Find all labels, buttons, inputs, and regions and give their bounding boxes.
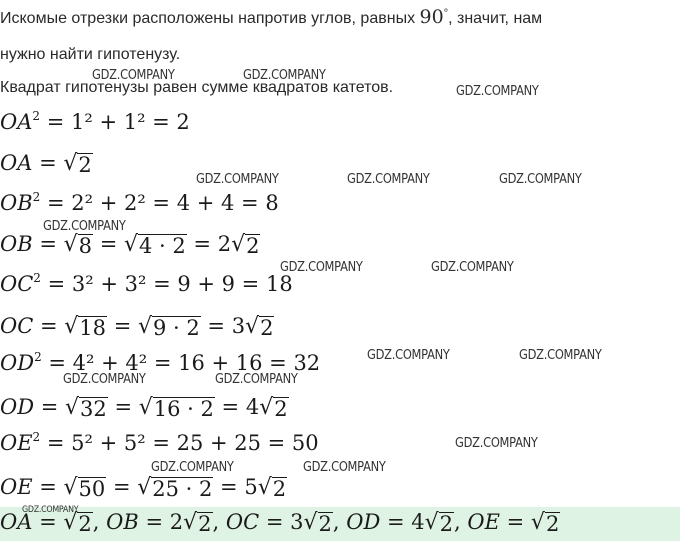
equation-oe-squared: $OE^2 = 5^2 + 5^2 = 25 + 25 = 50$	[0, 430, 319, 455]
intro-line-2: нужно найти гипотенузу.	[0, 46, 181, 63]
answer-oa: OA	[0, 510, 33, 534]
sqrt: √ 2	[183, 510, 212, 536]
intro-line-1	[0, 6, 542, 28]
radicand: 50	[78, 477, 106, 501]
radicand: 2	[78, 512, 92, 536]
rhs: 4² + 4² = 16 + 16 = 32	[72, 351, 321, 375]
lhs: OE	[0, 431, 33, 455]
sqrt: √ 2	[63, 510, 92, 536]
degree-value: 90	[419, 6, 444, 28]
lhs: OE	[0, 475, 33, 499]
radicand: 2	[260, 316, 274, 340]
radicand: 8	[78, 234, 93, 258]
watermark: GDZ.COMPANY	[215, 372, 298, 387]
radicand: 2	[318, 512, 332, 536]
answer-oe: OE	[467, 510, 500, 534]
exponent: 2	[32, 430, 41, 444]
watermark: GDZ.COMPANY	[519, 348, 602, 363]
equation-oc-squared: $OC^2 = 3^2 + 3^2 = 9 + 9 = 18$	[0, 271, 293, 296]
answer-od: OD	[346, 510, 381, 534]
coefficient: 4	[411, 510, 425, 534]
coefficient: 2	[169, 510, 184, 534]
watermark: GDZ.COMPANY	[151, 460, 234, 475]
exponent: 2	[33, 271, 41, 285]
radicand: 2	[439, 512, 454, 536]
lhs: OD	[0, 395, 35, 419]
sqrt: √ 4 · 2	[123, 232, 186, 258]
rhs: 2² + 2² = 4 + 4 = 8	[71, 191, 279, 215]
intro-text: Искомые отрезки расположены напротив углов, равных	[0, 10, 416, 27]
degree-symbol: °	[443, 7, 449, 20]
coefficient: 3	[231, 314, 246, 338]
radicand: 2	[198, 512, 212, 536]
sqrt: √ 2	[245, 314, 274, 340]
intro-tail: , значит, нам	[448, 10, 543, 27]
equation-od-squared: $OD^2 = 4^2 + 4^2 = 16 + 16 = 32$	[0, 350, 321, 375]
equation-oe: OE = √ 50 = √ 25 · 2 = 5 √ 2	[0, 475, 287, 501]
lhs: OC	[0, 314, 34, 338]
lhs: OC	[0, 272, 34, 296]
exponent: 2	[32, 109, 41, 123]
watermark: GDZ.COMPANY	[367, 348, 450, 363]
radicand: 2	[274, 397, 288, 421]
radicand: 16 · 2	[153, 397, 214, 421]
equation-ob-squared: $OB^2 = 2^2 + 2^2 = 4 + 4 = 8$	[0, 190, 279, 215]
rhs: 3² + 3² = 9 + 9 = 18	[71, 272, 293, 296]
sqrt: √ 2	[257, 475, 287, 501]
sqrt: √ 8	[63, 232, 93, 258]
answer-ob: OB	[106, 510, 139, 534]
sqrt: √ 2	[63, 151, 92, 177]
sqrt: √ 2	[231, 232, 260, 258]
sqrt: √ 50	[63, 475, 106, 501]
watermark: GDZ.COMPANY	[499, 172, 582, 187]
coefficient: 4	[245, 395, 260, 419]
watermark: GDZ.COMPANY	[92, 68, 175, 83]
radicand: 25 · 2	[152, 477, 213, 501]
lhs: OA	[0, 151, 33, 175]
rhs: 1² + 1² = 2	[70, 110, 190, 134]
sqrt: √ 32	[65, 395, 107, 421]
radicand: 2	[545, 512, 560, 536]
watermark: GDZ.COMPANY	[455, 436, 538, 451]
coefficient: 5	[244, 475, 258, 499]
exponent: 2	[34, 350, 42, 364]
watermark: GDZ.COMPANY	[63, 372, 146, 387]
sqrt: √ 25 · 2	[137, 475, 213, 501]
radicand: 18	[79, 316, 107, 340]
equation-od: OD = √ 32 = √ 16 · 2 = 4 √ 2	[0, 395, 288, 421]
sqrt: √ 2	[530, 510, 560, 536]
lhs: OB	[0, 191, 33, 215]
sqrt: √ 9 · 2	[137, 314, 200, 340]
watermark: GDZ.COMPANY	[431, 260, 514, 275]
radicand: 2	[78, 153, 92, 177]
answer-oc: OC	[225, 510, 260, 534]
radicand: 9 · 2	[153, 316, 200, 340]
radicand: 4 · 2	[139, 234, 186, 258]
radicand: 32	[80, 397, 107, 421]
equation-ob: OB = √ 8 = √ 4 · 2 = 2 √ 2	[0, 232, 260, 258]
radicand: 2	[246, 234, 260, 258]
rhs: 5² + 5² = 25 + 25 = 50	[71, 431, 319, 455]
intro-line-3: Квадрат гипотенузы равен сумме квадратов катетов.	[0, 79, 394, 96]
watermark: GDZ.COMPANY	[456, 84, 539, 99]
sqrt: √ 2	[424, 510, 454, 536]
sqrt: √ 2	[259, 395, 288, 421]
lhs: OB	[0, 232, 33, 256]
watermark: GDZ.COMPANY	[303, 460, 386, 475]
sqrt: √ 16 · 2	[138, 395, 214, 421]
equation-oc: OC = √ 18 = √ 9 · 2 = 3 √ 2	[0, 314, 274, 340]
sqrt: √ 2	[303, 510, 332, 536]
watermark: GDZ.COMPANY	[280, 260, 363, 275]
radicand: 2	[272, 477, 287, 501]
lhs: OA	[0, 110, 33, 134]
lhs: OD	[0, 351, 35, 375]
coefficient: 3	[290, 510, 304, 534]
watermark: GDZ.COMPANY	[22, 505, 79, 515]
watermark: GDZ.COMPANY	[347, 172, 430, 187]
sqrt: √ 18	[64, 314, 107, 340]
watermark: GDZ.COMPANY	[43, 219, 126, 234]
answer-line: OA = √ 2 , OB = 2 √ 2 , OC = 3 √ 2 , OD = 4 √ 2 , OE = √ 2	[0, 510, 560, 536]
watermark: GDZ.COMPANY	[243, 68, 326, 83]
equation-oa: OA = √ 2	[0, 151, 92, 177]
equation-oa-squared: $OA^2 = 1^2 + 1^2 = 2$	[0, 109, 190, 134]
watermark: GDZ.COMPANY	[196, 172, 279, 187]
coefficient: 2	[217, 232, 232, 256]
exponent: 2	[32, 190, 41, 204]
